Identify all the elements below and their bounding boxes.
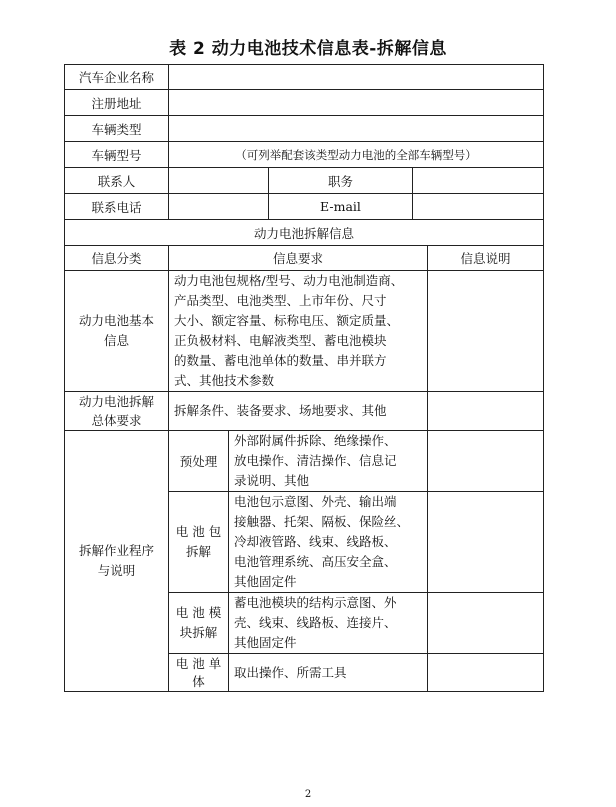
sub-step-name (169, 492, 229, 593)
req-line: 外部附属件拆除、绝缘操作、 (234, 433, 397, 448)
page-title: 表 2 动力电池技术信息表-拆解信息 (169, 39, 447, 59)
vehicle-model-note: （可列举配套该类型动力电池的全部车辆型号） (169, 142, 544, 168)
basic-label-line: 信息 (103, 333, 129, 348)
table-row (65, 271, 544, 392)
info-table (64, 64, 544, 692)
req-line: 正负极材料、电解液类型、蓄电池模块 (174, 333, 387, 348)
overall-label (65, 392, 169, 431)
sub-name-line: 块拆解 (179, 625, 218, 640)
table-row (65, 142, 544, 168)
sub-step-name (169, 593, 229, 654)
req-line: 接触器、托架、隔板、保险丝、 (234, 514, 410, 529)
sub-step-requirement (229, 593, 428, 654)
req-line: 放电操作、清洁操作、信息记 (234, 453, 397, 468)
position-value[interactable] (413, 168, 544, 194)
email-label: E-mail (269, 194, 413, 220)
contact-value[interactable] (169, 168, 269, 194)
sub-name-line: 体 (192, 673, 205, 689)
basic-label-line: 动力电池基本 (78, 313, 154, 328)
contact-label: 联系人 (65, 168, 169, 194)
req-line: 的数量、蓄电池单体的数量、串并联方 (174, 353, 387, 368)
overall-label-line: 总体要求 (91, 413, 142, 428)
req-line: 取出操作、所需工具 (234, 664, 347, 680)
sub-name-line: 电 池 包 (175, 524, 222, 539)
sub-name-line: 电 池 模 (175, 605, 222, 620)
section-title: 动力电池拆解信息 (65, 220, 544, 246)
sub-step-explanation[interactable] (428, 492, 544, 593)
req-line: 其他固定件 (234, 635, 297, 650)
address-value[interactable] (169, 90, 544, 116)
overall-label-line: 动力电池拆解 (78, 394, 154, 409)
sub-step-name (169, 654, 229, 692)
sub-step-requirement (229, 654, 428, 692)
procedure-label (65, 431, 169, 692)
vehicle-model-label: 车辆型号 (65, 142, 169, 168)
header-requirement: 信息要求 (169, 246, 428, 271)
req-line: 大小、额定容量、标称电压、额定质量、 (174, 313, 400, 328)
req-line: 壳、线束、线路板、连接片、 (234, 615, 397, 630)
procedure-label-line: 与说明 (97, 563, 136, 578)
basic-info-label (65, 271, 169, 392)
sub-step-name (169, 431, 229, 492)
email-value[interactable] (413, 194, 544, 220)
table-row (65, 392, 544, 431)
req-line: 式、其他技术参数 (174, 373, 275, 388)
company-name-value[interactable] (169, 65, 544, 90)
sub-step-explanation[interactable] (428, 593, 544, 654)
sub-step-requirement (229, 431, 428, 492)
sub-name-line: 电 池 单 (175, 655, 222, 671)
req-line: 动力电池包规格/型号、动力电池制造商、 (174, 273, 404, 288)
phone-value[interactable] (169, 194, 269, 220)
req-line: 其他固定件 (234, 574, 297, 589)
header-category: 信息分类 (65, 246, 169, 271)
table-row (65, 220, 544, 246)
req-line: 蓄电池模块的结构示意图、外 (234, 595, 397, 610)
position-label: 职务 (269, 168, 413, 194)
table-row (65, 431, 544, 492)
address-label: 注册地址 (65, 90, 169, 116)
procedure-label-line: 拆解作业程序 (78, 543, 154, 558)
page-number: 2 (304, 789, 312, 800)
table-row (65, 65, 544, 90)
req-line: 冷却液管路、线束、线路板、 (234, 534, 397, 549)
table-row (65, 194, 544, 220)
req-line: 电池管理系统、高压安全盒、 (234, 554, 397, 569)
vehicle-type-label: 车辆类型 (65, 116, 169, 142)
table-row (65, 116, 544, 142)
req-line: 产品类型、电池类型、上市年份、尺寸 (174, 293, 387, 308)
sub-step-explanation[interactable] (428, 654, 544, 692)
sub-step-requirement (229, 492, 428, 593)
vehicle-type-value[interactable] (169, 116, 544, 142)
basic-info-explanation[interactable] (428, 271, 544, 392)
company-name-label: 汽车企业名称 (65, 65, 169, 90)
sub-name-line: 拆解 (185, 544, 211, 559)
phone-label: 联系电话 (65, 194, 169, 220)
header-explanation: 信息说明 (428, 246, 544, 271)
req-line: 录说明、其他 (234, 473, 310, 488)
table-row (65, 168, 544, 194)
overall-explanation[interactable] (428, 392, 544, 431)
sub-name-line: 预处理 (179, 454, 218, 469)
overall-requirement: 拆解条件、装备要求、场地要求、其他 (169, 392, 428, 431)
table-row (65, 246, 544, 271)
basic-info-requirement (169, 271, 428, 392)
req-line: 电池包示意图、外壳、输出端 (234, 494, 397, 509)
table-row (65, 90, 544, 116)
sub-step-explanation[interactable] (428, 431, 544, 492)
